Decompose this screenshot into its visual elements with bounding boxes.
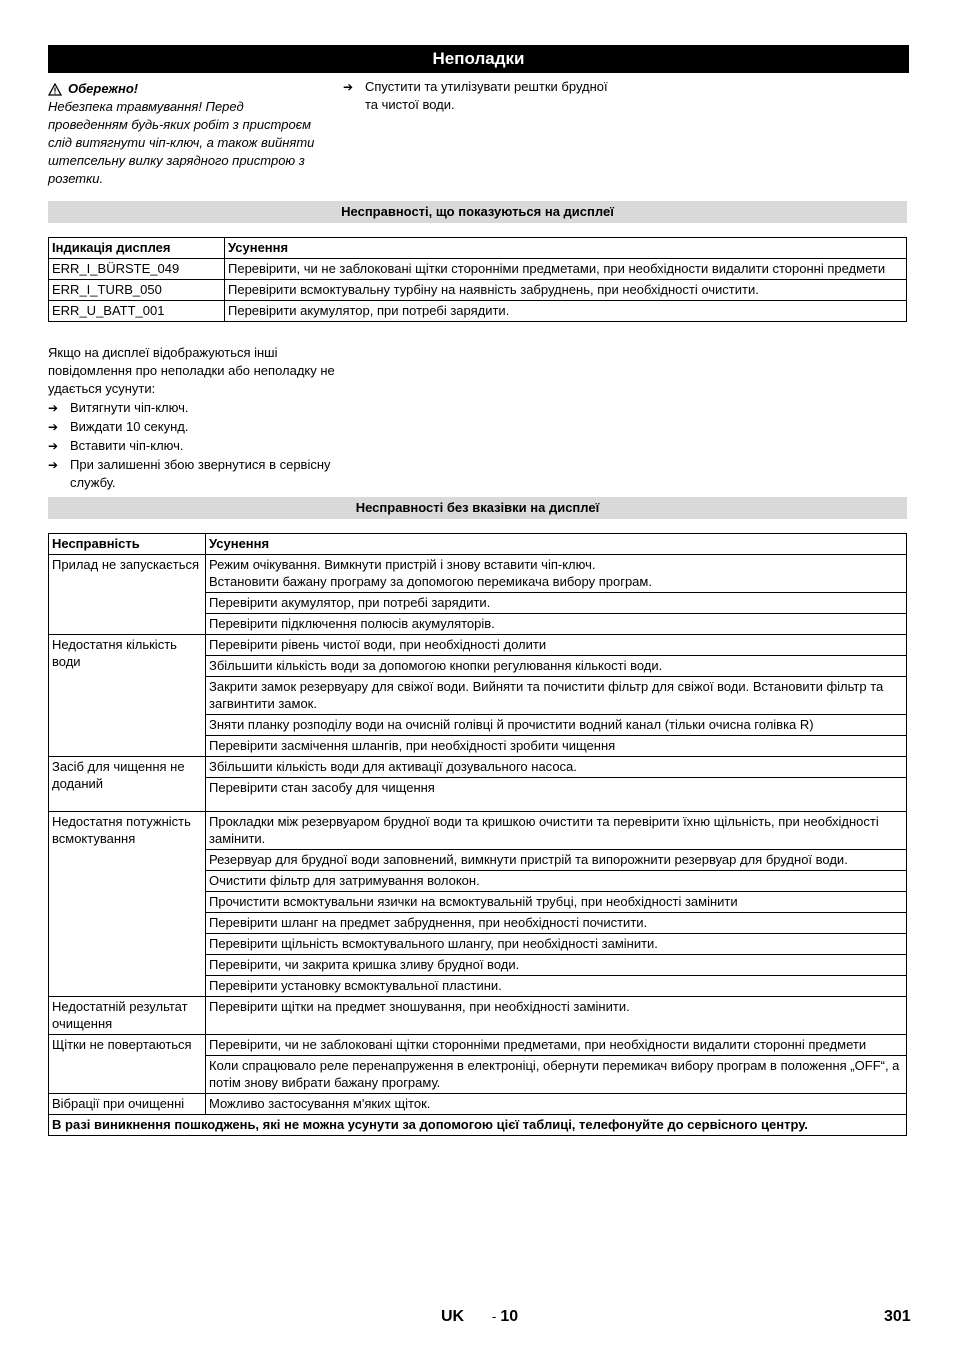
table-row: [49, 301, 907, 322]
table-row: [49, 1094, 907, 1115]
page-number: 301: [884, 1308, 911, 1325]
warning-heading-text: Обережно!: [68, 81, 139, 96]
warning-block: [48, 80, 318, 188]
column-header: Індикація дисплея: [49, 238, 225, 259]
remedy: Збільшити кількість води для активації дозувального насоса.: [206, 757, 907, 778]
table-row: [49, 997, 907, 1035]
table-row: [49, 812, 907, 850]
remedy: Перевірити щітки на предмет зношування, при необхідності замінити.: [206, 997, 907, 1035]
remedy: Перевірити всмоктувальну турбіну на наявність забруднень, при необхідності очистити.: [225, 280, 907, 301]
remedy: Резервуар для брудної води заповнений, вимкнути пристрій та випорожнити резервуар для брудної води.: [206, 850, 907, 871]
remedy: Перевірити шланг на предмет забруднення, при необхідності почистити.: [206, 913, 907, 934]
arrow-right-icon: ➔: [343, 80, 354, 94]
page-title: Неполадки: [48, 45, 909, 73]
service-note: В разі виникнення пошкоджень, які не можна усунути за допомогою цієї таблиці, телефонуйте до сервісного центру.: [49, 1115, 907, 1136]
remedy: Зняти планку розподілу води на очисній голівці й прочистити водний канал (тільки очисна голівка R): [206, 715, 907, 736]
footer-dash: -: [492, 1309, 497, 1324]
other-messages-block: [48, 344, 338, 492]
error-code: ERR_I_TURB_050: [49, 280, 225, 301]
drain-step-text: Спустити та утилізувати рештки брудної та чистої води.: [365, 79, 608, 112]
fault-cell: Прилад не запускається: [49, 555, 206, 635]
error-code: ERR_I_BÜRSTE_049: [49, 259, 225, 280]
fault-cell: Недостатній результат очищення: [49, 997, 206, 1035]
arrow-right-icon: ➔: [48, 458, 59, 472]
list-item: ➔ При залишенні збою звернутися в сервісну службу.: [48, 457, 331, 490]
list-item: ➔ Витягнути чіп-ключ.: [48, 400, 189, 415]
section-heading-display-faults: Несправності, що показуються на дисплеї: [48, 201, 907, 223]
warning-heading: [48, 80, 318, 98]
warning-triangle-icon: [48, 83, 62, 96]
remedy: Перевірити, чи закрита кришка зливу брудної води.: [206, 955, 907, 976]
table-header-row: [49, 534, 907, 555]
footer-section-number: 10: [500, 1308, 519, 1325]
table-row: [49, 259, 907, 280]
remedy: Прочистити всмоктувальни язички на всмоктувальній трубці, при необхідності замінити: [206, 892, 907, 913]
column-header: Усунення: [206, 534, 907, 555]
remedy: Перевірити установку всмоктувальної пластини.: [206, 976, 907, 997]
fault-cell: Вібрації при очищенні: [49, 1094, 206, 1115]
table-row: [49, 757, 907, 778]
remedy: Можливо застосування м'яких щіток.: [206, 1094, 907, 1115]
column-header: Усунення: [225, 238, 907, 259]
display-faults-table: [48, 237, 907, 322]
other-messages-intro: Якщо на дисплеї відображуються інші повідомлення про неполадки або неполадку не удається усунути:: [48, 345, 335, 396]
list-item: ➔ Виждати 10 секунд.: [48, 419, 189, 434]
remedy: Перевірити підключення полюсів акумуляторів.: [206, 614, 907, 635]
remedy: Перевірити, чи не заблоковані щітки сторонніми предметами, при необхідности видалити сторонні предмети: [225, 259, 907, 280]
section-heading-no-display-faults: Несправності без вказівки на дисплеї: [48, 497, 907, 519]
table-header-row: [49, 238, 907, 259]
remedy: Перевірити засмічення шлангів, при необхідності зробити чищення: [206, 736, 907, 757]
table-row: [49, 555, 907, 593]
warning-text: Небезпека травмування! Перед проведенням будь-яких робіт з пристроєм слід витягнути чіп-ключ, а також вийняти штепсельну вилку зарядного пристрою з розетки.: [48, 99, 315, 186]
remedy: Перевірити акумулятор, при потребі зарядити.: [206, 593, 907, 614]
arrow-right-icon: ➔: [48, 420, 59, 434]
footer-section-page: [492, 1308, 518, 1326]
remedy: Перевірити рівень чистої води, при необхідності долити: [206, 635, 907, 656]
remedy: Очистити фільтр для затримування волокон.: [206, 871, 907, 892]
arrow-right-icon: ➔: [48, 401, 59, 415]
remedy: Режим очікування. Вимкнути пристрій і знову вставити чіп-ключ. Встановити бажану програму за допомогою перемикача вибору програм.: [206, 555, 907, 593]
column-header: Несправність: [49, 534, 206, 555]
fault-cell: Недостатня кількість води: [49, 635, 206, 757]
arrow-right-icon: ➔: [48, 439, 59, 453]
faults-table: [48, 533, 907, 1136]
table-row: [49, 635, 907, 656]
table-row: [49, 1035, 907, 1056]
remedy: Закрити замок резервуару для свіжої води. Вийняти та почистити фільтр для свіжої води. Встановити фільтр та загвинтити замок.: [206, 677, 907, 715]
remedy: Збільшити кількість води за допомогою кнопки регулювання кількості води.: [206, 656, 907, 677]
drain-step: [343, 78, 623, 114]
remedy: Прокладки між резервуаром брудної води та кришкою очистити та перевірити їхню щільність, при необхідності замінити.: [206, 812, 907, 850]
remedy: Перевірити стан засобу для чищення: [206, 778, 907, 812]
remedy: Перевірити щільність всмоктувального шлангу, при необхідності замінити.: [206, 934, 907, 955]
table-row: [49, 280, 907, 301]
remedy: Перевірити, чи не заблоковані щітки сторонніми предметами, при необхідности видалити сторонні предмети: [206, 1035, 907, 1056]
error-code: ERR_U_BATT_001: [49, 301, 225, 322]
fault-cell: Щітки не повертаються: [49, 1035, 206, 1094]
list-item: ➔ Вставити чіп-ключ.: [48, 438, 184, 453]
fault-cell: Недостатня потужність всмоктування: [49, 812, 206, 997]
fault-cell: Засіб для чищення не доданий: [49, 757, 206, 812]
table-row: [49, 1115, 907, 1136]
remedy: Коли спрацювало реле перенапруження в електроніці, обернути перемикач вибору програм в положення „OFF“, а потім знову вибрати бажану програму.: [206, 1056, 907, 1094]
footer-language: UK: [441, 1308, 465, 1325]
remedy: Перевірити акумулятор, при потребі зарядити.: [225, 301, 907, 322]
